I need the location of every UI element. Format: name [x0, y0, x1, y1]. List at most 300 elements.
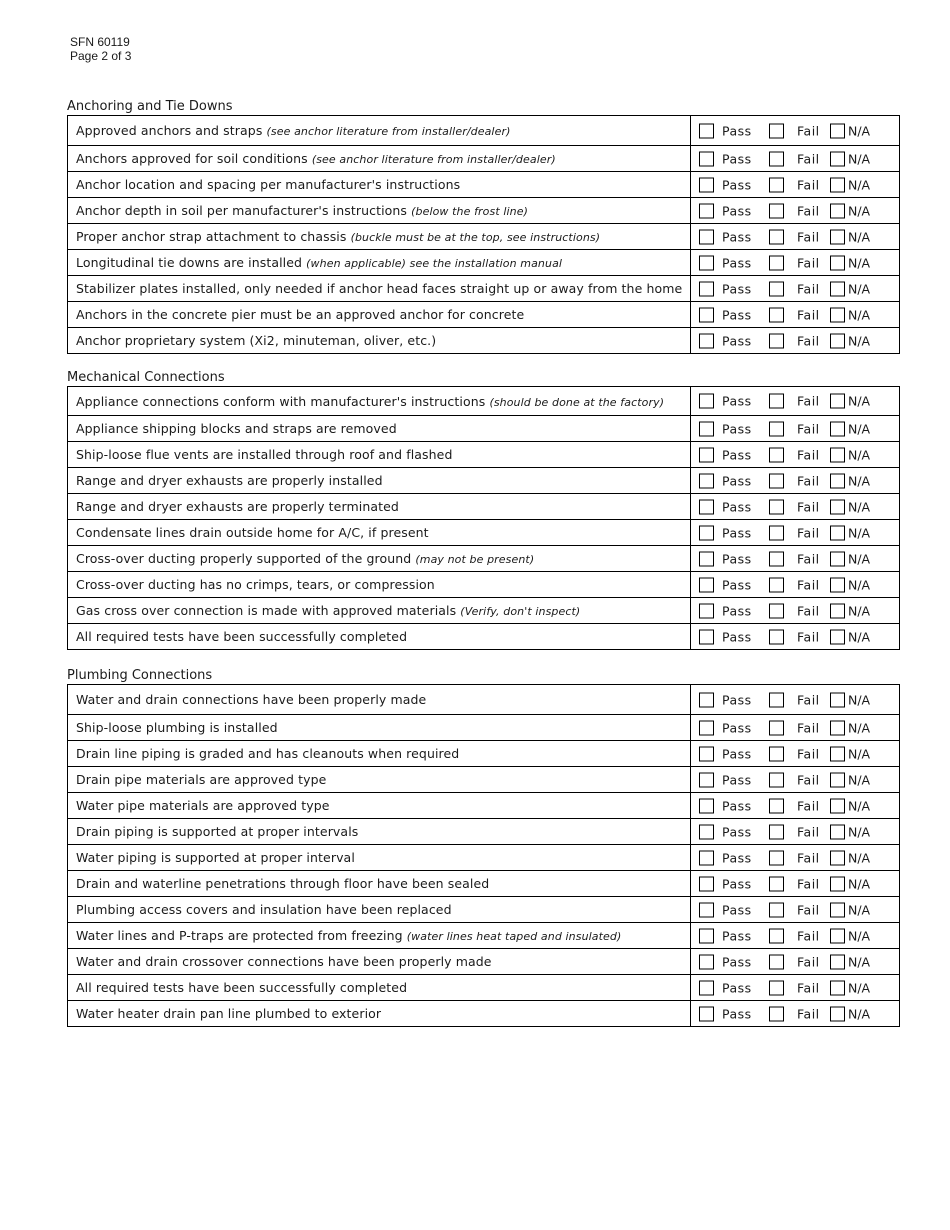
pass-option[interactable] [699, 876, 752, 891]
pass-option[interactable] [699, 255, 752, 270]
fail-checkbox[interactable] [769, 850, 784, 865]
pass-option[interactable] [699, 394, 752, 409]
fail-label: Fail [797, 203, 820, 218]
checklist-table [67, 684, 900, 1027]
pass-checkbox[interactable] [699, 499, 714, 514]
fail-checkbox[interactable] [769, 307, 784, 322]
fail-checkbox[interactable] [769, 421, 784, 436]
na-option[interactable] [830, 720, 870, 735]
result-options [691, 923, 900, 949]
na-checkbox[interactable] [830, 255, 845, 270]
checklist-row [68, 387, 900, 416]
fail-checkbox[interactable] [769, 692, 784, 707]
na-option[interactable] [830, 928, 870, 943]
na-option[interactable] [830, 421, 870, 436]
fail-option[interactable] [769, 255, 820, 270]
fail-option[interactable] [769, 203, 820, 218]
pass-checkbox[interactable] [699, 692, 714, 707]
pass-checkbox[interactable] [699, 824, 714, 839]
fail-checkbox[interactable] [769, 473, 784, 488]
na-option[interactable] [830, 577, 870, 592]
pass-option[interactable] [699, 473, 752, 488]
na-checkbox[interactable] [830, 876, 845, 891]
result-options [691, 715, 900, 741]
na-checkbox[interactable] [830, 1006, 845, 1021]
na-label: N/A [848, 746, 871, 761]
fail-label: Fail [797, 123, 820, 138]
pass-checkbox[interactable] [699, 577, 714, 592]
item-text: Appliance shipping blocks and straps are removed [76, 421, 397, 436]
na-checkbox[interactable] [830, 928, 845, 943]
fail-option[interactable] [769, 824, 820, 839]
item-text: Proper anchor strap attachment to chassis [76, 229, 347, 244]
na-checkbox[interactable] [830, 798, 845, 813]
item-text: Drain line piping is graded and has cleanouts when required [76, 746, 460, 761]
fail-checkbox[interactable] [769, 603, 784, 618]
item-description [68, 198, 691, 224]
fail-option[interactable] [769, 151, 820, 166]
pass-checkbox[interactable] [699, 177, 714, 192]
fail-option[interactable] [769, 876, 820, 891]
fail-option[interactable] [769, 1006, 820, 1021]
na-label: N/A [848, 307, 871, 322]
item-description [68, 146, 691, 172]
pass-checkbox[interactable] [699, 954, 714, 969]
na-checkbox[interactable] [830, 229, 845, 244]
checklist-row [68, 715, 900, 741]
fail-option[interactable] [769, 772, 820, 787]
fail-option[interactable] [769, 333, 820, 348]
pass-checkbox[interactable] [699, 772, 714, 787]
fail-option[interactable] [769, 551, 820, 566]
fail-option[interactable] [769, 577, 820, 592]
pass-checkbox[interactable] [699, 333, 714, 348]
na-checkbox[interactable] [830, 394, 845, 409]
pass-checkbox[interactable] [699, 746, 714, 761]
fail-option[interactable] [769, 307, 820, 322]
item-description [68, 520, 691, 546]
fail-checkbox[interactable] [769, 203, 784, 218]
na-option[interactable] [830, 281, 870, 296]
item-description [68, 442, 691, 468]
na-option[interactable] [830, 203, 870, 218]
fail-label: Fail [797, 902, 820, 917]
item-text: Anchor location and spacing per manufacturer's instructions [76, 177, 461, 192]
fail-option[interactable] [769, 499, 820, 514]
pass-option[interactable] [699, 525, 752, 540]
section-anchoring [67, 99, 899, 354]
result-options [691, 624, 900, 650]
checklist-row [68, 897, 900, 923]
na-option[interactable] [830, 876, 870, 891]
na-label: N/A [848, 980, 871, 995]
na-option[interactable] [830, 123, 870, 138]
item-description [68, 767, 691, 793]
pass-option[interactable] [699, 447, 752, 462]
na-option[interactable] [830, 177, 870, 192]
fail-option[interactable] [769, 229, 820, 244]
pass-option[interactable] [699, 1006, 752, 1021]
pass-label: Pass [722, 123, 752, 138]
checklist-table [67, 386, 900, 650]
pass-checkbox[interactable] [699, 876, 714, 891]
item-description [68, 819, 691, 845]
pass-checkbox[interactable] [699, 902, 714, 917]
fail-label: Fail [797, 980, 820, 995]
item-text: Water piping is supported at proper interval [76, 850, 355, 865]
item-description [68, 685, 691, 715]
na-checkbox[interactable] [830, 692, 845, 707]
fail-checkbox[interactable] [769, 229, 784, 244]
fail-option[interactable] [769, 798, 820, 813]
fail-option[interactable] [769, 850, 820, 865]
pass-label: Pass [722, 525, 752, 540]
na-option[interactable] [830, 603, 870, 618]
na-checkbox[interactable] [830, 525, 845, 540]
form-number: SFN 60119 [70, 35, 130, 49]
fail-checkbox[interactable] [769, 333, 784, 348]
pass-label: Pass [722, 692, 752, 707]
fail-option[interactable] [769, 177, 820, 192]
pass-checkbox[interactable] [699, 123, 714, 138]
fail-label: Fail [797, 151, 820, 166]
na-option[interactable] [830, 1006, 870, 1021]
fail-checkbox[interactable] [769, 281, 784, 296]
result-options [691, 741, 900, 767]
na-checkbox[interactable] [830, 824, 845, 839]
na-checkbox[interactable] [830, 720, 845, 735]
fail-label: Fail [797, 551, 820, 566]
na-label: N/A [848, 954, 871, 969]
fail-checkbox[interactable] [769, 798, 784, 813]
fail-checkbox[interactable] [769, 954, 784, 969]
fail-label: Fail [797, 928, 820, 943]
item-text: Approved anchors and straps [76, 123, 263, 138]
item-description [68, 572, 691, 598]
fail-checkbox[interactable] [769, 980, 784, 995]
pass-option[interactable] [699, 720, 752, 735]
fail-checkbox[interactable] [769, 720, 784, 735]
pass-checkbox[interactable] [699, 281, 714, 296]
pass-option[interactable] [699, 980, 752, 995]
pass-checkbox[interactable] [699, 1006, 714, 1021]
fail-label: Fail [797, 603, 820, 618]
na-checkbox[interactable] [830, 447, 845, 462]
na-label: N/A [848, 577, 871, 592]
pass-label: Pass [722, 421, 752, 436]
checklist-row [68, 767, 900, 793]
fail-checkbox[interactable] [769, 629, 784, 644]
pass-label: Pass [722, 203, 752, 218]
na-option[interactable] [830, 151, 870, 166]
pass-option[interactable] [699, 151, 752, 166]
section-plumbing [67, 668, 899, 1027]
item-text: Longitudinal tie downs are installed [76, 255, 303, 270]
item-note: (see anchor literature from installer/dealer) [266, 125, 511, 138]
pass-option[interactable] [699, 203, 752, 218]
na-checkbox[interactable] [830, 421, 845, 436]
na-option[interactable] [830, 902, 870, 917]
fail-option[interactable] [769, 421, 820, 436]
na-checkbox[interactable] [830, 123, 845, 138]
na-option[interactable] [830, 473, 870, 488]
fail-checkbox[interactable] [769, 746, 784, 761]
pass-option[interactable] [699, 123, 752, 138]
pass-checkbox[interactable] [699, 798, 714, 813]
pass-option[interactable] [699, 577, 752, 592]
na-label: N/A [848, 421, 871, 436]
pass-checkbox[interactable] [699, 551, 714, 566]
pass-option[interactable] [699, 307, 752, 322]
pass-checkbox[interactable] [699, 421, 714, 436]
result-options [691, 767, 900, 793]
result-options [691, 442, 900, 468]
na-option[interactable] [830, 850, 870, 865]
na-checkbox[interactable] [830, 629, 845, 644]
item-text: All required tests have been successfully completed [76, 629, 408, 644]
fail-checkbox[interactable] [769, 824, 784, 839]
na-checkbox[interactable] [830, 902, 845, 917]
na-option[interactable] [830, 692, 870, 707]
na-checkbox[interactable] [830, 577, 845, 592]
fail-label: Fail [797, 824, 820, 839]
pass-checkbox[interactable] [699, 603, 714, 618]
fail-label: Fail [797, 954, 820, 969]
item-note: (water lines heat taped and insulated) [406, 930, 622, 943]
pass-label: Pass [722, 393, 752, 409]
pass-label: Pass [722, 902, 752, 917]
result-options [691, 897, 900, 923]
result-options [691, 416, 900, 442]
fail-checkbox[interactable] [769, 928, 784, 943]
pass-option[interactable] [699, 629, 752, 644]
pass-option[interactable] [699, 499, 752, 514]
pass-label: Pass [722, 177, 752, 192]
fail-checkbox[interactable] [769, 551, 784, 566]
fail-option[interactable] [769, 692, 820, 707]
fail-option[interactable] [769, 980, 820, 995]
na-option[interactable] [830, 954, 870, 969]
na-label: N/A [848, 203, 871, 218]
fail-checkbox[interactable] [769, 151, 784, 166]
checklist-row [68, 572, 900, 598]
na-option[interactable] [830, 447, 870, 462]
na-option[interactable] [830, 499, 870, 514]
na-checkbox[interactable] [830, 151, 845, 166]
na-checkbox[interactable] [830, 307, 845, 322]
na-checkbox[interactable] [830, 746, 845, 761]
result-options [691, 949, 900, 975]
item-text: Anchors approved for soil conditions [76, 151, 308, 166]
pass-option[interactable] [699, 824, 752, 839]
na-option[interactable] [830, 255, 870, 270]
na-option[interactable] [830, 629, 870, 644]
pass-label: Pass [722, 255, 752, 270]
na-checkbox[interactable] [830, 333, 845, 348]
fail-checkbox[interactable] [769, 394, 784, 409]
pass-checkbox[interactable] [699, 850, 714, 865]
fail-option[interactable] [769, 629, 820, 644]
na-option[interactable] [830, 746, 870, 761]
fail-option[interactable] [769, 123, 820, 138]
item-description [68, 1001, 691, 1027]
item-text: Water pipe materials are approved type [76, 798, 330, 813]
pass-option[interactable] [699, 281, 752, 296]
pass-checkbox[interactable] [699, 307, 714, 322]
pass-option[interactable] [699, 798, 752, 813]
fail-option[interactable] [769, 525, 820, 540]
pass-label: Pass [722, 551, 752, 566]
na-label: N/A [848, 902, 871, 917]
pass-option[interactable] [699, 850, 752, 865]
na-label: N/A [848, 928, 871, 943]
na-option[interactable] [830, 333, 870, 348]
na-option[interactable] [830, 980, 870, 995]
na-label: N/A [848, 499, 871, 514]
pass-option[interactable] [699, 421, 752, 436]
fail-checkbox[interactable] [769, 177, 784, 192]
fail-checkbox[interactable] [769, 902, 784, 917]
fail-option[interactable] [769, 603, 820, 618]
fail-checkbox[interactable] [769, 577, 784, 592]
na-label: N/A [848, 798, 871, 813]
na-option[interactable] [830, 551, 870, 566]
pass-label: Pass [722, 629, 752, 644]
result-options [691, 845, 900, 871]
fail-option[interactable] [769, 954, 820, 969]
item-note: (may not be present) [415, 553, 535, 566]
checklist-row [68, 520, 900, 546]
fail-checkbox[interactable] [769, 876, 784, 891]
pass-option[interactable] [699, 177, 752, 192]
pass-option[interactable] [699, 746, 752, 761]
checklist-row [68, 845, 900, 871]
na-label: N/A [848, 281, 871, 296]
pass-checkbox[interactable] [699, 928, 714, 943]
item-description [68, 250, 691, 276]
na-checkbox[interactable] [830, 473, 845, 488]
item-description [68, 416, 691, 442]
na-checkbox[interactable] [830, 603, 845, 618]
item-text: Plumbing access covers and insulation have been replaced [76, 902, 452, 917]
pass-option[interactable] [699, 954, 752, 969]
pass-checkbox[interactable] [699, 255, 714, 270]
item-text: Water heater drain pan line plumbed to exterior [76, 1006, 382, 1021]
pass-checkbox[interactable] [699, 629, 714, 644]
pass-checkbox[interactable] [699, 151, 714, 166]
fail-label: Fail [797, 577, 820, 592]
fail-option[interactable] [769, 281, 820, 296]
pass-label: Pass [722, 798, 752, 813]
na-checkbox[interactable] [830, 551, 845, 566]
na-option[interactable] [830, 798, 870, 813]
fail-checkbox[interactable] [769, 123, 784, 138]
pass-option[interactable] [699, 229, 752, 244]
na-label: N/A [848, 603, 871, 618]
fail-option[interactable] [769, 394, 820, 409]
checklist-row [68, 328, 900, 354]
pass-label: Pass [722, 307, 752, 322]
na-checkbox[interactable] [830, 499, 845, 514]
pass-checkbox[interactable] [699, 720, 714, 735]
checklist-row [68, 250, 900, 276]
fail-checkbox[interactable] [769, 447, 784, 462]
pass-checkbox[interactable] [699, 394, 714, 409]
checklist-row [68, 1001, 900, 1027]
fail-checkbox[interactable] [769, 255, 784, 270]
pass-label: Pass [722, 876, 752, 891]
na-checkbox[interactable] [830, 980, 845, 995]
pass-checkbox[interactable] [699, 229, 714, 244]
result-options [691, 793, 900, 819]
fail-label: Fail [797, 255, 820, 270]
fail-option[interactable] [769, 447, 820, 462]
fail-option[interactable] [769, 928, 820, 943]
fail-option[interactable] [769, 720, 820, 735]
fail-option[interactable] [769, 902, 820, 917]
pass-checkbox[interactable] [699, 447, 714, 462]
na-option[interactable] [830, 772, 870, 787]
item-text: Stabilizer plates installed, only needed if anchor head faces straight up or away from the home [76, 281, 683, 296]
fail-checkbox[interactable] [769, 499, 784, 514]
na-option[interactable] [830, 824, 870, 839]
na-checkbox[interactable] [830, 203, 845, 218]
item-description [68, 302, 691, 328]
pass-checkbox[interactable] [699, 473, 714, 488]
na-checkbox[interactable] [830, 954, 845, 969]
fail-checkbox[interactable] [769, 1006, 784, 1021]
result-options [691, 494, 900, 520]
na-label: N/A [848, 393, 871, 409]
pass-label: Pass [722, 499, 752, 514]
pass-option[interactable] [699, 902, 752, 917]
na-option[interactable] [830, 394, 870, 409]
pass-checkbox[interactable] [699, 525, 714, 540]
fail-checkbox[interactable] [769, 525, 784, 540]
na-option[interactable] [830, 307, 870, 322]
fail-checkbox[interactable] [769, 772, 784, 787]
na-checkbox[interactable] [830, 850, 845, 865]
item-text: All required tests have been successfully completed [76, 980, 408, 995]
pass-option[interactable] [699, 333, 752, 348]
result-options [691, 468, 900, 494]
item-text: Range and dryer exhausts are properly installed [76, 473, 383, 488]
pass-option[interactable] [699, 772, 752, 787]
pass-checkbox[interactable] [699, 203, 714, 218]
checklist-row [68, 741, 900, 767]
pass-option[interactable] [699, 692, 752, 707]
pass-checkbox[interactable] [699, 980, 714, 995]
form-header [70, 35, 131, 63]
item-text: Anchor proprietary system (Xi2, minuteman, oliver, etc.) [76, 333, 437, 348]
pass-label: Pass [722, 577, 752, 592]
na-checkbox[interactable] [830, 177, 845, 192]
na-checkbox[interactable] [830, 772, 845, 787]
result-options [691, 302, 900, 328]
pass-option[interactable] [699, 928, 752, 943]
na-checkbox[interactable] [830, 281, 845, 296]
pass-option[interactable] [699, 551, 752, 566]
pass-option[interactable] [699, 603, 752, 618]
na-option[interactable] [830, 525, 870, 540]
na-label: N/A [848, 876, 871, 891]
item-description [68, 598, 691, 624]
fail-label: Fail [797, 876, 820, 891]
fail-option[interactable] [769, 473, 820, 488]
fail-option[interactable] [769, 746, 820, 761]
na-option[interactable] [830, 229, 870, 244]
na-label: N/A [848, 123, 871, 138]
